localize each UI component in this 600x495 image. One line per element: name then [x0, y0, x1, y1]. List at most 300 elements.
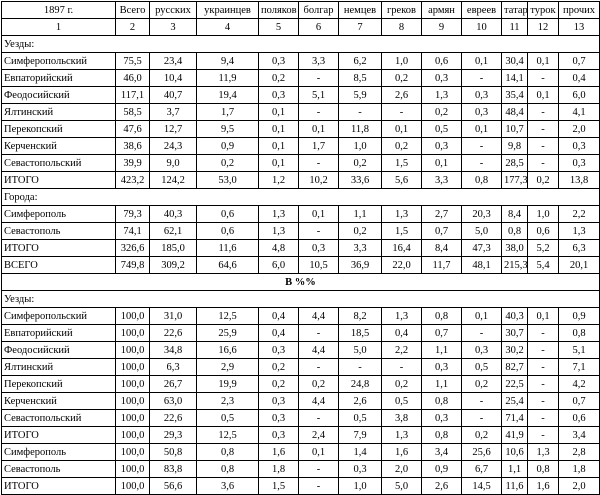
- data-cell: 0,4: [259, 325, 299, 342]
- table-row: [2, 342, 600, 359]
- data-cell: 1,1: [502, 461, 528, 478]
- column-header: русских: [150, 2, 197, 19]
- data-cell: 0,1: [528, 87, 559, 104]
- data-cell: 20,3: [462, 206, 502, 223]
- data-cell: 1,2: [259, 172, 299, 189]
- data-cell: 14,1: [502, 70, 528, 87]
- data-cell: 0,1: [259, 155, 299, 172]
- data-cell: 0,2: [259, 70, 299, 87]
- column-header: евреев: [462, 2, 502, 19]
- data-cell: 1,6: [528, 478, 559, 495]
- column-header: немцев: [339, 2, 382, 19]
- table-row: [2, 308, 600, 325]
- table-row: [2, 325, 600, 342]
- row-label: ИТОГО: [2, 240, 116, 257]
- data-cell: 11,6: [502, 478, 528, 495]
- data-cell: 48,1: [462, 257, 502, 274]
- data-cell: 0,8: [197, 461, 259, 478]
- data-cell: 6,2: [339, 53, 382, 70]
- row-label: Севастополь: [2, 461, 116, 478]
- header-row: [2, 2, 600, 19]
- data-cell: 9,8: [502, 138, 528, 155]
- data-cell: 2,3: [197, 393, 259, 410]
- table-row: [2, 53, 600, 70]
- data-cell: 1,0: [382, 53, 422, 70]
- data-cell: 20,1: [559, 257, 600, 274]
- data-cell: 0,9: [197, 138, 259, 155]
- data-cell: 0,2: [382, 138, 422, 155]
- data-cell: 48,4: [502, 104, 528, 121]
- data-cell: 0,5: [462, 359, 502, 376]
- data-cell: 1,1: [339, 206, 382, 223]
- data-cell: 1,5: [382, 223, 422, 240]
- table-row: [2, 478, 600, 495]
- data-cell: 0,2: [528, 172, 559, 189]
- column-header: турок: [528, 2, 559, 19]
- data-cell: 0,2: [382, 70, 422, 87]
- data-cell: 0,5: [422, 121, 462, 138]
- data-cell: 3,3: [339, 240, 382, 257]
- data-cell: 0,6: [422, 53, 462, 70]
- data-cell: 1,7: [197, 104, 259, 121]
- data-cell: 11,6: [197, 240, 259, 257]
- data-cell: 47,6: [116, 121, 150, 138]
- table-row: [2, 206, 600, 223]
- data-cell: 40,3: [150, 206, 197, 223]
- data-cell: 1,1: [422, 376, 462, 393]
- data-cell: 0,8: [528, 461, 559, 478]
- data-cell: 63,0: [150, 393, 197, 410]
- data-cell: -: [462, 325, 502, 342]
- data-cell: 0,4: [559, 70, 600, 87]
- data-cell: 4,2: [559, 376, 600, 393]
- column-number: 12: [528, 19, 559, 36]
- data-cell: 26,7: [150, 376, 197, 393]
- data-cell: 100,0: [116, 393, 150, 410]
- data-cell: 0,5: [197, 410, 259, 427]
- data-cell: -: [299, 70, 339, 87]
- data-cell: 25,9: [197, 325, 259, 342]
- data-cell: 0,3: [299, 240, 339, 257]
- data-cell: 0,8: [502, 223, 528, 240]
- column-number: 11: [502, 19, 528, 36]
- data-cell: 177,3: [502, 172, 528, 189]
- data-cell: 5,2: [528, 240, 559, 257]
- data-cell: -: [462, 155, 502, 172]
- data-cell: 36,9: [339, 257, 382, 274]
- data-cell: 100,0: [116, 427, 150, 444]
- data-cell: 35,4: [502, 87, 528, 104]
- data-cell: 50,8: [150, 444, 197, 461]
- data-cell: -: [382, 104, 422, 121]
- column-number-row: [2, 19, 600, 36]
- data-cell: 19,4: [197, 87, 259, 104]
- data-cell: 2,4: [299, 427, 339, 444]
- data-cell: 0,3: [462, 342, 502, 359]
- data-cell: 0,5: [339, 410, 382, 427]
- section-header-row: [2, 36, 600, 53]
- column-number: 13: [559, 19, 600, 36]
- data-cell: 326,6: [116, 240, 150, 257]
- data-cell: 30,7: [502, 325, 528, 342]
- column-header: Всего: [116, 2, 150, 19]
- data-cell: 1,3: [559, 223, 600, 240]
- data-cell: 100,0: [116, 478, 150, 495]
- data-cell: 71,4: [502, 410, 528, 427]
- data-cell: 9,0: [150, 155, 197, 172]
- data-cell: 0,3: [259, 427, 299, 444]
- column-number: 8: [382, 19, 422, 36]
- row-label: ИТОГО: [2, 172, 116, 189]
- table-row: [2, 376, 600, 393]
- data-cell: 1,6: [382, 444, 422, 461]
- data-cell: 7,9: [339, 427, 382, 444]
- data-cell: 1,3: [528, 444, 559, 461]
- data-cell: 1,3: [382, 308, 422, 325]
- data-cell: 1,8: [559, 461, 600, 478]
- data-cell: -: [528, 138, 559, 155]
- data-cell: 53,0: [197, 172, 259, 189]
- data-cell: 0,3: [339, 461, 382, 478]
- data-cell: 5,6: [382, 172, 422, 189]
- data-cell: 10,2: [299, 172, 339, 189]
- data-cell: 5,4: [528, 257, 559, 274]
- data-cell: 5,0: [382, 478, 422, 495]
- data-cell: 1,3: [259, 223, 299, 240]
- data-cell: 11,8: [339, 121, 382, 138]
- data-cell: 83,8: [150, 461, 197, 478]
- data-cell: 16,4: [382, 240, 422, 257]
- data-cell: 23,4: [150, 53, 197, 70]
- data-cell: 2,8: [559, 444, 600, 461]
- data-cell: 0,3: [422, 138, 462, 155]
- section-header-row: [2, 291, 600, 308]
- data-cell: 5,1: [559, 342, 600, 359]
- data-cell: 11,7: [422, 257, 462, 274]
- data-cell: 1,3: [422, 87, 462, 104]
- data-cell: 1,3: [382, 206, 422, 223]
- data-cell: 38,6: [116, 138, 150, 155]
- data-cell: 0,1: [462, 308, 502, 325]
- data-cell: 13,8: [559, 172, 600, 189]
- data-cell: 8,5: [339, 70, 382, 87]
- section-title: Города:: [2, 189, 600, 206]
- data-cell: 9,4: [197, 53, 259, 70]
- data-cell: 22,0: [382, 257, 422, 274]
- data-cell: 1,0: [339, 478, 382, 495]
- section-title: Уезды:: [2, 291, 600, 308]
- column-header: болгар: [299, 2, 339, 19]
- data-cell: 0,7: [559, 393, 600, 410]
- data-cell: -: [299, 478, 339, 495]
- data-cell: 423,2: [116, 172, 150, 189]
- column-header: армян: [422, 2, 462, 19]
- data-cell: 75,5: [116, 53, 150, 70]
- row-label: ИТОГО: [2, 478, 116, 495]
- data-cell: 0,9: [422, 461, 462, 478]
- table-row: [2, 104, 600, 121]
- row-label: Евпаторийский: [2, 70, 116, 87]
- data-cell: 2,2: [559, 206, 600, 223]
- column-number: 1: [2, 19, 116, 36]
- data-cell: 2,0: [559, 478, 600, 495]
- data-cell: 0,2: [339, 155, 382, 172]
- data-cell: 1,3: [259, 206, 299, 223]
- data-cell: 0,3: [559, 138, 600, 155]
- data-cell: 62,1: [150, 223, 197, 240]
- data-cell: 215,3: [502, 257, 528, 274]
- table-row: [2, 138, 600, 155]
- data-cell: 309,2: [150, 257, 197, 274]
- data-cell: 3,7: [150, 104, 197, 121]
- data-cell: 6,3: [150, 359, 197, 376]
- data-cell: 0,1: [299, 444, 339, 461]
- data-cell: 8,4: [422, 240, 462, 257]
- table-row: [2, 240, 600, 257]
- data-cell: 30,2: [502, 342, 528, 359]
- data-cell: 0,4: [382, 325, 422, 342]
- percent-title-row: [2, 274, 600, 291]
- data-cell: 0,2: [422, 104, 462, 121]
- data-cell: 19,9: [197, 376, 259, 393]
- data-cell: 3,4: [559, 427, 600, 444]
- data-cell: -: [528, 427, 559, 444]
- row-label: Симферополь: [2, 206, 116, 223]
- data-cell: 1,4: [339, 444, 382, 461]
- data-cell: 0,3: [259, 87, 299, 104]
- row-label: Ялтинский: [2, 104, 116, 121]
- table-row: [2, 70, 600, 87]
- data-cell: 12,5: [197, 308, 259, 325]
- row-label: Феодосийский: [2, 87, 116, 104]
- data-cell: 0,3: [422, 359, 462, 376]
- data-cell: 4,4: [299, 308, 339, 325]
- data-cell: 10,6: [502, 444, 528, 461]
- data-cell: 0,4: [259, 308, 299, 325]
- data-cell: 2,9: [197, 359, 259, 376]
- row-label: ВСЕГО: [2, 257, 116, 274]
- data-cell: 3,6: [197, 478, 259, 495]
- table-row: [2, 172, 600, 189]
- data-cell: -: [528, 359, 559, 376]
- data-cell: -: [339, 104, 382, 121]
- data-cell: 0,2: [299, 376, 339, 393]
- data-cell: 0,2: [462, 427, 502, 444]
- data-cell: 100,0: [116, 461, 150, 478]
- data-cell: -: [299, 325, 339, 342]
- data-cell: 79,3: [116, 206, 150, 223]
- data-cell: 11,9: [197, 70, 259, 87]
- data-cell: 0,3: [259, 342, 299, 359]
- data-cell: 8,4: [502, 206, 528, 223]
- data-cell: 1,0: [339, 138, 382, 155]
- data-cell: 2,6: [422, 478, 462, 495]
- row-label: ИТОГО: [2, 427, 116, 444]
- data-cell: 0,8: [422, 308, 462, 325]
- data-cell: -: [339, 359, 382, 376]
- data-cell: 14,5: [462, 478, 502, 495]
- data-cell: 0,3: [259, 53, 299, 70]
- data-cell: 0,5: [382, 393, 422, 410]
- data-cell: 0,3: [462, 104, 502, 121]
- data-cell: -: [299, 155, 339, 172]
- data-cell: 9,5: [197, 121, 259, 138]
- data-cell: 0,6: [528, 223, 559, 240]
- data-cell: 0,3: [259, 393, 299, 410]
- data-cell: 0,1: [528, 53, 559, 70]
- row-label: Севастопольский: [2, 155, 116, 172]
- data-cell: -: [528, 376, 559, 393]
- data-cell: 33,6: [339, 172, 382, 189]
- data-cell: 0,7: [559, 53, 600, 70]
- table-row: [2, 257, 600, 274]
- data-cell: -: [462, 393, 502, 410]
- data-cell: 0,2: [259, 359, 299, 376]
- data-cell: -: [299, 359, 339, 376]
- data-cell: 2,0: [382, 461, 422, 478]
- data-cell: 1,3: [382, 427, 422, 444]
- data-cell: 0,1: [259, 138, 299, 155]
- data-cell: 40,3: [502, 308, 528, 325]
- data-cell: 0,3: [422, 410, 462, 427]
- data-cell: 1,5: [382, 155, 422, 172]
- column-number: 4: [197, 19, 259, 36]
- column-header: татар: [502, 2, 528, 19]
- column-header: украинцев: [197, 2, 259, 19]
- data-cell: 18,5: [339, 325, 382, 342]
- data-cell: 4,4: [299, 393, 339, 410]
- data-cell: -: [462, 138, 502, 155]
- data-cell: 82,7: [502, 359, 528, 376]
- data-cell: 41,9: [502, 427, 528, 444]
- data-cell: 7,1: [559, 359, 600, 376]
- data-cell: 3,3: [299, 53, 339, 70]
- data-cell: -: [528, 70, 559, 87]
- data-cell: 25,6: [462, 444, 502, 461]
- data-cell: 74,1: [116, 223, 150, 240]
- row-label: Симферополь: [2, 444, 116, 461]
- data-cell: 40,7: [150, 87, 197, 104]
- data-cell: 124,2: [150, 172, 197, 189]
- data-cell: 2,0: [559, 121, 600, 138]
- table-row: [2, 223, 600, 240]
- data-cell: 3,4: [422, 444, 462, 461]
- data-cell: 28,5: [502, 155, 528, 172]
- row-label: Симферопольский: [2, 308, 116, 325]
- data-cell: 30,4: [502, 53, 528, 70]
- data-cell: 0,6: [197, 206, 259, 223]
- data-cell: 25,4: [502, 393, 528, 410]
- data-cell: 6,0: [559, 87, 600, 104]
- data-cell: 0,2: [462, 376, 502, 393]
- row-label: Керченский: [2, 138, 116, 155]
- data-cell: 12,5: [197, 427, 259, 444]
- data-cell: 5,1: [299, 87, 339, 104]
- data-cell: 100,0: [116, 376, 150, 393]
- table-row: [2, 444, 600, 461]
- data-cell: 0,8: [197, 444, 259, 461]
- data-cell: -: [528, 325, 559, 342]
- section-title: Уезды:: [2, 36, 600, 53]
- data-cell: 2,2: [382, 342, 422, 359]
- data-cell: 1,6: [259, 444, 299, 461]
- row-label: Феодосийский: [2, 342, 116, 359]
- data-cell: 0,2: [382, 376, 422, 393]
- percent-section-title: В %%: [2, 274, 600, 291]
- data-cell: 100,0: [116, 308, 150, 325]
- data-cell: 10,7: [502, 121, 528, 138]
- row-label: Симферопольский: [2, 53, 116, 70]
- data-cell: 100,0: [116, 410, 150, 427]
- data-cell: 0,6: [559, 410, 600, 427]
- data-cell: 6,7: [462, 461, 502, 478]
- data-cell: 47,3: [462, 240, 502, 257]
- data-cell: -: [528, 121, 559, 138]
- data-cell: 56,6: [150, 478, 197, 495]
- data-cell: 0,2: [259, 376, 299, 393]
- column-number: 9: [422, 19, 462, 36]
- year-header: 1897 г.: [2, 2, 116, 19]
- data-cell: -: [528, 104, 559, 121]
- data-cell: 8,2: [339, 308, 382, 325]
- table-row: [2, 155, 600, 172]
- data-cell: 0,2: [197, 155, 259, 172]
- data-cell: 185,0: [150, 240, 197, 257]
- data-cell: 4,4: [299, 342, 339, 359]
- data-cell: 0,3: [462, 87, 502, 104]
- data-cell: 6,0: [259, 257, 299, 274]
- data-cell: 4,1: [559, 104, 600, 121]
- column-number: 7: [339, 19, 382, 36]
- table-row: [2, 393, 600, 410]
- data-cell: -: [528, 410, 559, 427]
- data-cell: -: [299, 104, 339, 121]
- data-cell: 0,1: [259, 104, 299, 121]
- data-cell: -: [528, 393, 559, 410]
- data-cell: 2,6: [339, 393, 382, 410]
- data-cell: 0,8: [462, 172, 502, 189]
- data-cell: 10,5: [299, 257, 339, 274]
- data-cell: 0,1: [259, 121, 299, 138]
- table-row: [2, 461, 600, 478]
- data-cell: 5,9: [339, 87, 382, 104]
- data-cell: -: [528, 342, 559, 359]
- row-label: Перекопский: [2, 121, 116, 138]
- data-cell: 34,8: [150, 342, 197, 359]
- census-table: [1, 1, 600, 495]
- data-cell: 0,3: [259, 410, 299, 427]
- column-number: 6: [299, 19, 339, 36]
- data-cell: 1,5: [259, 478, 299, 495]
- table-row: [2, 359, 600, 376]
- data-cell: 1,8: [259, 461, 299, 478]
- column-header: прочих: [559, 2, 600, 19]
- data-cell: 2,7: [422, 206, 462, 223]
- data-cell: 0,1: [462, 121, 502, 138]
- data-cell: 117,1: [116, 87, 150, 104]
- data-cell: 0,1: [422, 155, 462, 172]
- data-cell: 0,1: [299, 206, 339, 223]
- data-cell: -: [299, 461, 339, 478]
- data-cell: 6,3: [559, 240, 600, 257]
- data-cell: 0,2: [339, 223, 382, 240]
- data-cell: 22,6: [150, 410, 197, 427]
- data-cell: 1,7: [299, 138, 339, 155]
- data-cell: 3,8: [382, 410, 422, 427]
- data-cell: 100,0: [116, 342, 150, 359]
- data-cell: 31,0: [150, 308, 197, 325]
- data-cell: -: [382, 359, 422, 376]
